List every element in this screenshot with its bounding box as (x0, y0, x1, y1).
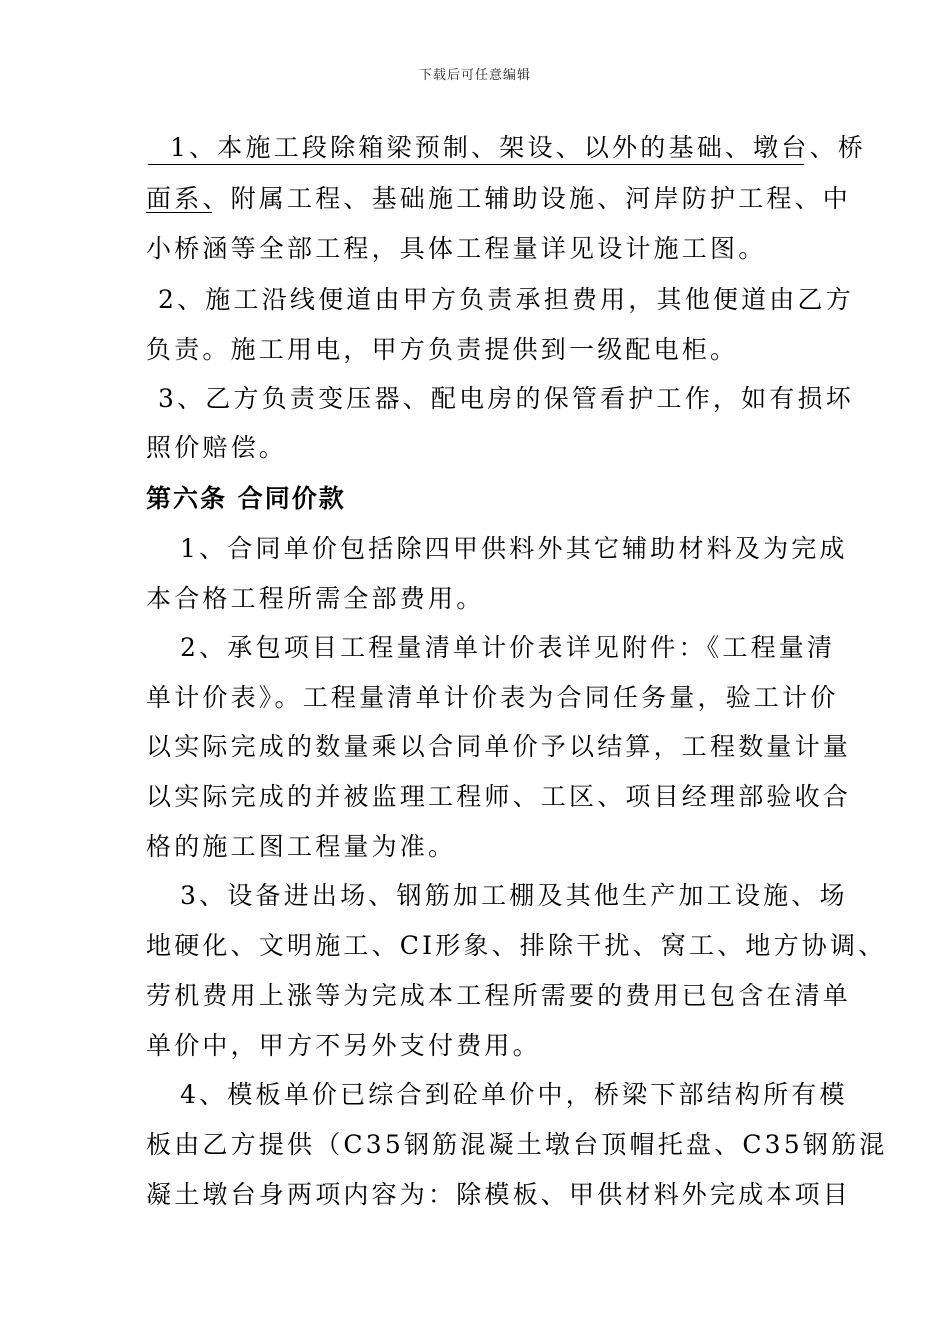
body-line: 4、模板单价已综合到砼单价中，桥梁下部结构所有模 (180, 1080, 848, 1109)
body-line: 照价赔偿。 (146, 433, 288, 462)
body-line: 单计价表》。工程量清单计价表为合同任务量，验工计价 (146, 683, 839, 712)
body-line: 本合格工程所需全部费用。 (146, 584, 485, 613)
body-line: 以实际完成的并被监理工程师、工区、项目经理部验收合 (146, 782, 852, 811)
underline-line-1 (148, 164, 804, 165)
body-line: 负责。施工用电，甲方负责提供到一级配电柜。 (146, 335, 739, 364)
body-line: 2、承包项目工程量清单计价表详见附件：《工程量清 (180, 633, 836, 662)
body-line: 2、施工沿线便道由甲方负责承担费用，其他便道由乙方 (158, 285, 854, 314)
body-line: 1、合同单价包括除四甲供料外其它辅助材料及为完成 (180, 534, 848, 563)
body-line: 3、乙方负责变压器、配电房的保管看护工作，如有损坏 (158, 384, 854, 413)
body-line: 以实际完成的数量乘以合同单价予以结算，工程数量计量 (146, 732, 852, 761)
body-line: 小桥涵等全部工程，具体工程量详见设计施工图。 (146, 234, 767, 263)
body-line: 面系、附属工程、基础施工辅助设施、河岸防护工程、中 (146, 184, 852, 213)
body-line: 板由乙方提供（C35钢筋混凝土墩台顶帽托盘、C35钢筋混 (146, 1130, 888, 1159)
body-line: 格的施工图工程量为准。 (146, 832, 457, 861)
body-line: 单价中，甲方不另外支付费用。 (146, 1031, 541, 1060)
section-heading: 第六条 合同价款 (146, 484, 346, 513)
body-line: 劳机费用上涨等为完成本工程所需要的费用已包含在清单 (146, 981, 852, 1010)
body-line: 1、本施工段除箱梁预制、架设、以外的基础、墩台、桥 (170, 133, 866, 162)
body-line: 凝土墩台身两项内容为：除模板、甲供材料外完成本项目 (146, 1180, 852, 1209)
body-line: 地硬化、文明施工、CI形象、排除干扰、窝工、地方协调、 (146, 931, 887, 960)
page-header-note: 下载后可任意编辑 (418, 68, 531, 83)
body-line: 3、设备进出场、钢筋加工棚及其他生产加工设施、场 (180, 881, 848, 910)
